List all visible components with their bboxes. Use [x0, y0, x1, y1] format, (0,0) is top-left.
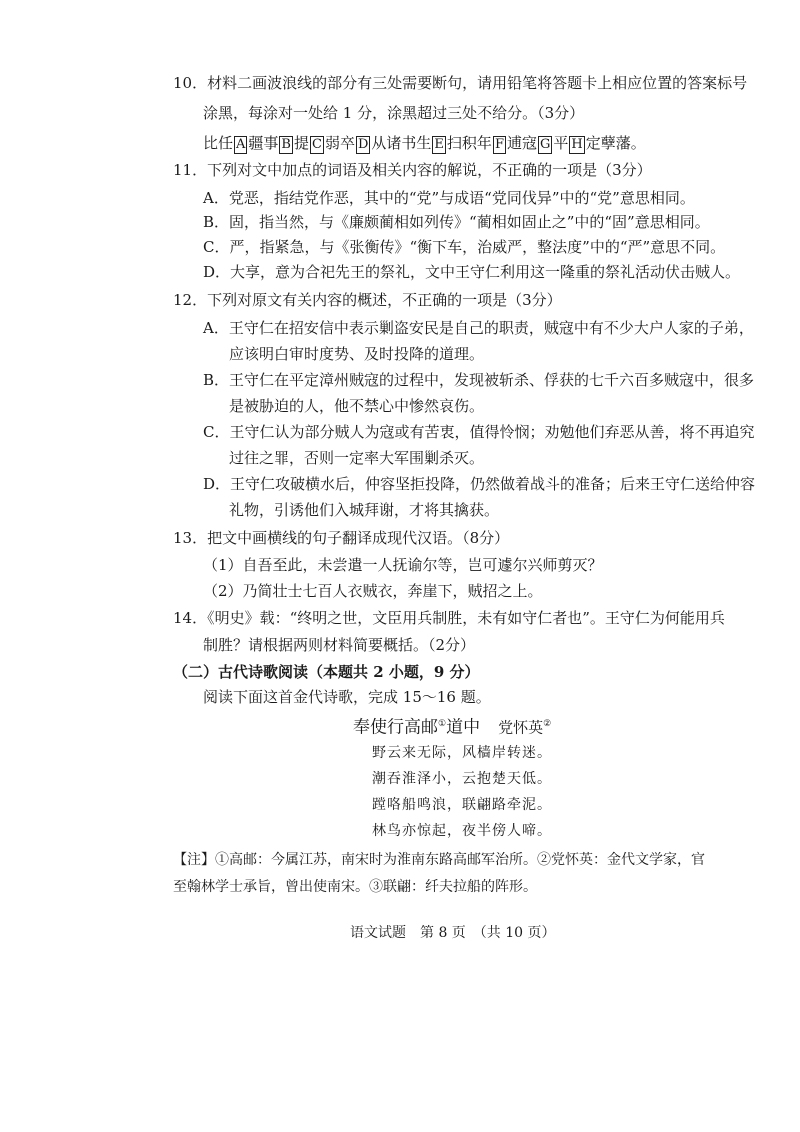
- notes-line2: 至翰林学士承旨，曾出使南宋。③联翩：纤夫拉船的阵形。: [173, 879, 537, 895]
- q11-option-a: A．党恶，指结党作恶，其中的“党”与成语“党同伐异”中的“党”意思相同。: [203, 189, 695, 207]
- q13-sentence2: （2）乃简壮士七百人衣贼衣，奔崖下，贼招之上。: [203, 582, 543, 600]
- q12-option-d-line1: D．王守仁攻破横水后，仲容坚拒投降，仍然做着战斗的准备；后来王守仁送给仲容: [203, 475, 756, 493]
- q10-marker-a: A: [236, 137, 246, 152]
- q12-option-a-line1: A．王守仁在招安信中表示剿盗安民是自己的职责，贼寇中有不少大户人家的子弟，: [203, 319, 754, 337]
- q10-text-segment: 提: [293, 134, 309, 152]
- q13-sentence1: （1）自吾至此，未尝遣一人抚谕尔等，岂可遽尔兴师剪灭？: [203, 556, 603, 574]
- q12-option-b-line1: B．王守仁在平定漳州贼寇的过程中，发现被斩杀、俘获的七千六百多贼寇中，很多: [203, 371, 755, 389]
- q11-option-c: C．严，指紧急，与《张衡传》“衡下车，治威严，整法度”中的“严”意思不同。: [203, 238, 726, 256]
- q10-marker-b: B: [281, 137, 291, 152]
- q10-text-segment: 疆事: [248, 134, 279, 152]
- q10-text-segment: 比任: [203, 134, 234, 152]
- q12-stem: 12．下列对原文有关内容的概述，不正确的一项是（3分）: [173, 291, 562, 309]
- q10-marker-h: H: [571, 137, 583, 152]
- section2-heading: （二）古代诗歌阅读（本题共 2 小题，9 分）: [173, 663, 480, 681]
- q10-sentence-with-markers: [203, 132, 646, 154]
- poem-title-part1: 奉使行高邮: [353, 717, 438, 738]
- q10-line2: 涂黑，每涂对一处给 1 分，涂黑超过三处不给分。（3分）: [203, 104, 585, 122]
- poem-author: 党怀英: [498, 718, 544, 737]
- poem-line-4: 林鸟亦惊起，夜半傍人啼。: [372, 823, 552, 839]
- q11-option-b: B．固，指当然，与《廉颇蔺相如列传》“蔺相如固止之”中的“固”意思相同。: [203, 213, 710, 231]
- q12-option-b-line2: 是被胁迫的人，他不禁心中惨然哀伤。: [229, 397, 485, 415]
- poem-line-2: 潮吞淮泽小，云抱楚天低。: [372, 771, 552, 787]
- q10-marker-f: F: [494, 137, 504, 152]
- poem-title: [353, 713, 551, 739]
- section2-intro: 阅读下面这首金代诗歌，完成 15～16 题。: [203, 688, 491, 706]
- q10-text-segment: 扫积年: [446, 134, 492, 152]
- q14-line2: 制胜？请根据两则材料简要概括。（2分）: [203, 636, 476, 654]
- q13-stem: 13．把文中画横线的句子翻译成现代汉语。（8分）: [173, 529, 510, 547]
- page-footer: 语文试题 第 8 页 （共 10 页）: [350, 925, 556, 941]
- poem-title-footnote-marker: ①: [438, 719, 447, 729]
- poem-title-part2: 道中: [446, 717, 481, 738]
- q10-marker-d: D: [357, 137, 369, 152]
- q12-option-c-line2: 过往之罪，否则一定率大军围剿杀灭。: [229, 449, 485, 467]
- q10-text-segment: 弱卒: [324, 134, 355, 152]
- notes-line1: 【注】①高邮：今属江苏，南宋时为淮南东路高邮军治所。②党怀英：金代文学家，官: [173, 852, 705, 868]
- q12-option-c-line1: C．王守仁认为部分贼人为寇或有苦衷，值得怜悯；劝勉他们弃恶从善，将不再追究: [203, 423, 755, 441]
- q12-option-a-line2: 应该明白审时度势、及时投降的道理。: [229, 345, 485, 363]
- q10-line1: 10．材料二画波浪线的部分有三处需要断句，请用铅笔将答题卡上相应位置的答案标号: [173, 74, 748, 92]
- q10-text-segment: 定孽藩。: [585, 134, 646, 152]
- poem-author-footnote-marker: ②: [543, 719, 552, 729]
- poem-line-3: 蹚咯船鸣浪，联翩路牵泥。: [372, 797, 552, 813]
- q10-marker-c: C: [312, 137, 322, 152]
- q11-stem: 11．下列对文中加点的词语及相关内容的解说，不正确的一项是（3分）: [173, 161, 652, 179]
- q10-text-segment: 从诸书生: [371, 134, 432, 152]
- q12-option-d-line2: 礼物，引诱他们入城拜谢，才将其擒获。: [229, 501, 500, 519]
- q10-text-segment: 平: [553, 134, 569, 152]
- q10-marker-e: E: [434, 137, 444, 152]
- q14-line1: 14．《明史》载：“终明之世，文臣用兵制胜，未有如守仁者也”。王守仁为何能用兵: [173, 609, 725, 627]
- q10-text-segment: 逋寇: [506, 134, 537, 152]
- poem-line-1: 野云来无际，风樯岸转迷。: [372, 745, 552, 761]
- q11-option-d: D．大享，意为合祀先王的祭礼，文中王守仁利用这一隆重的祭礼活动伏击贼人。: [203, 263, 741, 281]
- q10-marker-g: G: [539, 137, 551, 152]
